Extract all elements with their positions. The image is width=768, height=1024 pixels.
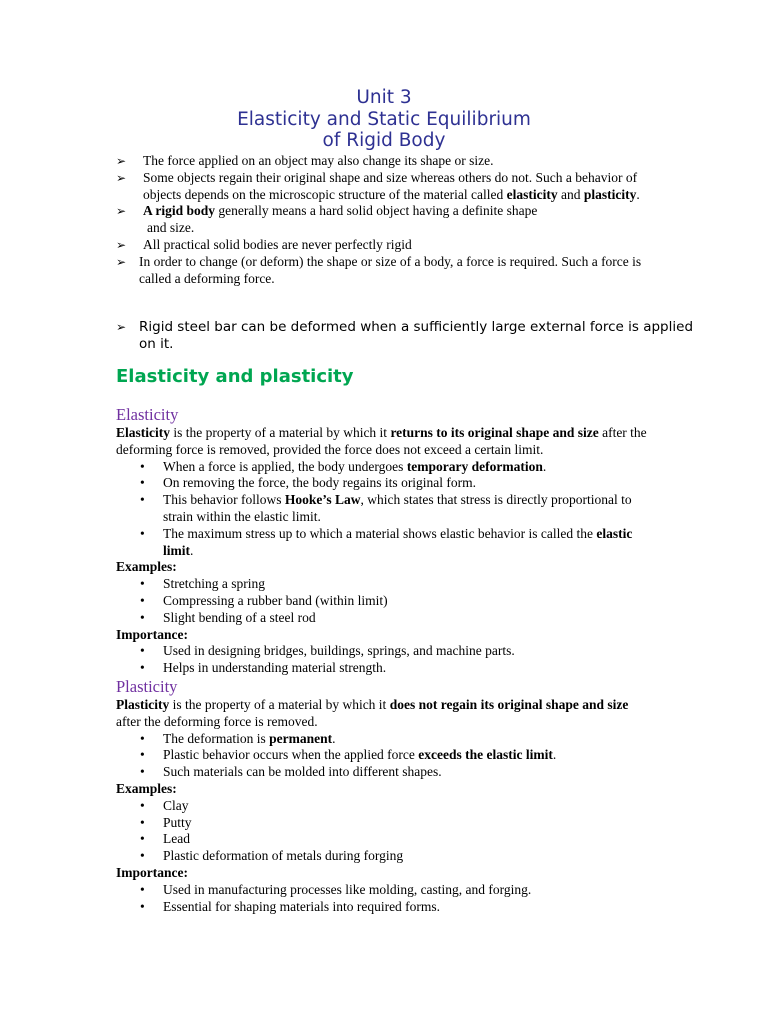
importance-label: Importance: xyxy=(116,626,188,642)
list-item: • Used in designing bridges, buildings, springs, and machine parts. xyxy=(116,643,656,660)
elasticity-heading: Elasticity xyxy=(116,405,179,424)
elasticity-definition: Elasticity is the property of a material by which it returns to its original shape and size after the deforming force is removed, provided the force does not exceed a certain limit. xyxy=(116,425,647,457)
title-line-3: of Rigid Body xyxy=(322,130,446,151)
list-item: • The maximum stress up to which a material shows elastic behavior is called the elastic limit. xyxy=(116,526,656,560)
plasticity-heading: Plasticity xyxy=(116,676,178,696)
list-item: • Used in manufacturing processes like molding, casting, and forging. xyxy=(116,882,656,899)
list-item: • Clay xyxy=(116,798,656,815)
plasticity-importance xyxy=(116,882,656,916)
elasticity-points xyxy=(116,459,656,560)
list-item: • Putty xyxy=(116,815,656,832)
list-item: • This behavior follows Hooke’s Law, which states that stress is directly proportional to strain within the elastic limit. xyxy=(116,492,656,526)
list-item: • Compressing a rubber band (within limit) xyxy=(116,593,656,610)
plasticity-points xyxy=(116,731,656,781)
intro-item: ➢ In order to change (or deform) the shape or size of a body, a force is required. Such a force is called a deforming force. xyxy=(116,253,642,286)
list-item: • On removing the force, the body regains its original form. xyxy=(116,475,656,492)
title-line-2: Elasticity and Static Equilibrium xyxy=(237,108,531,130)
arrowhead-bullet-icon: ➢ xyxy=(116,154,127,168)
list-item: • Lead xyxy=(116,831,656,848)
list-item: • Essential for shaping materials into required forms. xyxy=(116,899,656,916)
list-item: • Plastic deformation of metals during forging xyxy=(116,848,656,865)
intro-item: ➢ Some objects regain their original shape and size whereas others do not. Such a behavior of objects depends on the microscopic structure of the material called elasticity and plasticity. xyxy=(116,169,640,202)
list-item: • When a force is applied, the body undergoes temporary deformation. xyxy=(116,459,656,476)
list-item: • Helps in understanding material strength. xyxy=(116,660,656,677)
section-heading: Elasticity and plasticity xyxy=(116,366,354,387)
section-body xyxy=(116,405,656,915)
intro-item: ➢ All practical solid bodies are never perfectly rigid xyxy=(116,236,412,252)
plasticity-definition: Plasticity is the property of a material by which it does not regain its original shape and size after the deforming force is removed. xyxy=(116,696,629,729)
arrowhead-bullet-icon: ➢ xyxy=(116,320,127,334)
elasticity-importance xyxy=(116,643,656,677)
list-item: • Plastic behavior occurs when the applied force exceeds the elastic limit. xyxy=(116,747,656,764)
examples-label: Examples: xyxy=(116,780,177,796)
list-item: • Stretching a spring xyxy=(116,576,656,593)
intro-item: ➢ A rigid body generally means a hard solid object having a definite shape and size. xyxy=(116,203,538,236)
list-item: • Slight bending of a steel rod xyxy=(116,610,656,627)
rigid-steel-note: ➢ Rigid steel bar can be deformed when a sufficiently large external force is applied on it. xyxy=(116,319,694,352)
title-line-1: Unit 3 xyxy=(356,87,412,108)
unit-title xyxy=(0,87,768,152)
intro-list xyxy=(116,153,656,287)
arrowhead-bullet-icon: ➢ xyxy=(116,237,127,252)
arrowhead-bullet-icon: ➢ xyxy=(116,254,127,269)
intro-item: ➢ The force applied on an object may also change its shape or size. xyxy=(116,153,494,168)
list-item: • Such materials can be molded into different shapes. xyxy=(116,764,656,781)
arrowhead-bullet-icon: ➢ xyxy=(116,170,127,185)
arrowhead-bullet-icon: ➢ xyxy=(116,204,127,219)
importance-label: Importance: xyxy=(116,864,188,880)
list-item: • The deformation is permanent. xyxy=(116,731,656,748)
plasticity-examples xyxy=(116,798,656,865)
examples-label: Examples: xyxy=(116,559,177,575)
elasticity-examples xyxy=(116,576,656,626)
